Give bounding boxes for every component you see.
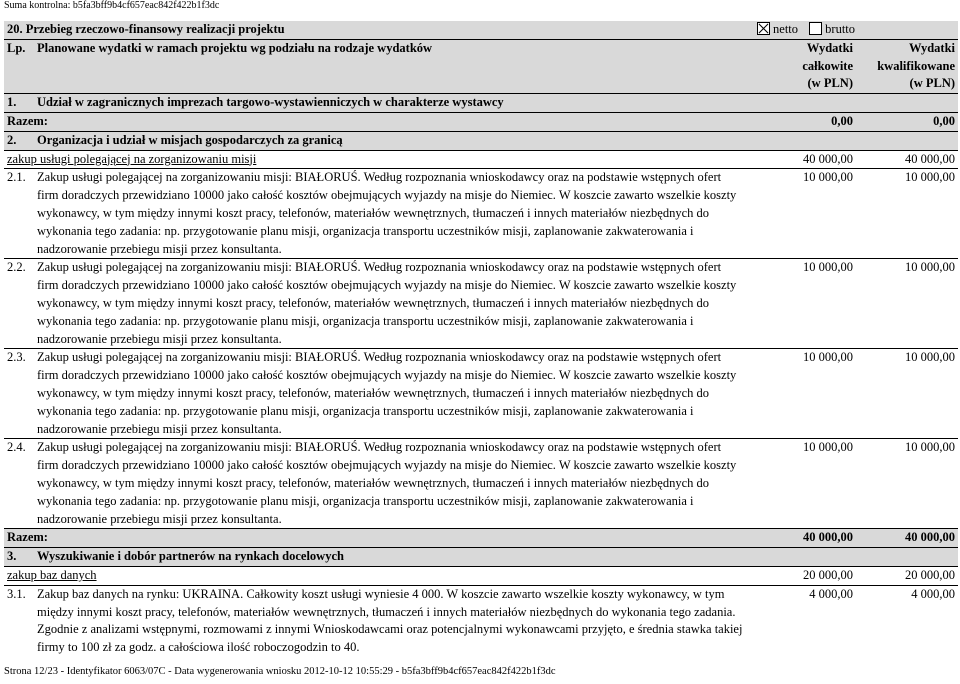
item-row xyxy=(4,439,958,529)
item-total: 10 000,00 xyxy=(748,169,856,259)
razem-label: Razem: xyxy=(4,112,748,131)
razem-qualified: 40 000,00 xyxy=(856,529,958,548)
item-lp: 2.3. xyxy=(4,349,34,439)
item-qualified: 10 000,00 xyxy=(856,439,958,529)
item-description: Zakup usługi polegającej na zorganizowaniu misji: BIAŁORUŚ. Według rozpoznania wnioskodawcy oraz na podstawie wstępnych ofert firm doradczych przewidziano 10000 jako całość kosztów obejmujących wyjazdy na misje do Niemiec. W koszcie zawarto wszelkie koszty wykonawcy, w tym między innymi koszt pracy, telefonów, materiałów wewnętrznych, tłumaczeń i innych materiałów niezbędnych do wykonania tego zadania: np. przygotowanie planu misji, organizacja transportu uczestników misji, zaplanowanie zakwaterowania i nadzorowanie przebiegu misji przez konsultanta. xyxy=(34,439,748,529)
subcategory-qualified: 20 000,00 xyxy=(856,566,958,585)
section-header-row xyxy=(4,21,958,39)
category-lp: 3. xyxy=(4,548,34,567)
category-lp: 2. xyxy=(4,131,34,150)
category-title: Wyszukiwanie i dobór partnerów na rynkach docelowych xyxy=(34,548,958,567)
item-total: 10 000,00 xyxy=(748,349,856,439)
item-description: Zakup usługi polegającej na zorganizowaniu misji: BIAŁORUŚ. Według rozpoznania wnioskodawcy oraz na podstawie wstępnych ofert firm doradczych przewidziano 10000 jako całość kosztów obejmujących wyjazdy na misje do Niemiec. W koszcie zawarto wszelkie koszty wykonawcy, w tym między innymi koszt pracy, telefonów, materiałów wewnętrznych, tłumaczeń i innych materiałów niezbędnych do wykonania tego zadania: np. przygotowanie planu misji, organizacja transportu uczestników misji, zaplanowanie zakwaterowania i nadzorowanie przebiegu misji przez konsultanta. xyxy=(34,349,748,439)
column-header-row xyxy=(4,39,958,93)
subcategory-qualified: 40 000,00 xyxy=(856,150,958,169)
category-lp: 1. xyxy=(4,94,34,113)
item-description: Zakup usługi polegającej na zorganizowaniu misji: BIAŁORUŚ. Według rozpoznania wnioskodawcy oraz na podstawie wstępnych ofert firm doradczych przewidziano 10000 jako całość kosztów obejmujących wyjazdy na misje do Niemiec. W koszcie zawarto wszelkie koszty wykonawcy, w tym między innymi koszt pracy, telefonów, materiałów wewnętrznych, tłumaczeń i innych materiałów niezbędnych do wykonania tego zadania: np. przygotowanie planu misji, organizacja transportu uczestników misji, zaplanowanie zakwaterowania i nadzorowanie przebiegu misji przez konsultanta. xyxy=(34,259,748,349)
netto-checkbox[interactable] xyxy=(757,22,770,35)
checksum-text: Suma kontrolna: b5fa3bff9b4cf657eac842f422b1f3dc xyxy=(4,0,220,11)
brutto-label: brutto xyxy=(825,22,856,36)
brutto-checkbox[interactable] xyxy=(809,22,822,35)
razem-total: 40 000,00 xyxy=(748,529,856,548)
qualified-header-line: kwalifikowane xyxy=(877,58,956,73)
netto-brutto-selector xyxy=(749,21,855,39)
subcategory-total: 20 000,00 xyxy=(748,566,856,585)
category-row xyxy=(4,94,958,113)
category-row xyxy=(4,548,958,567)
item-total: 10 000,00 xyxy=(748,259,856,349)
item-description: Zakup baz danych na rynku: UKRAINA. Całkowity koszt usługi wyniesie 4 000. W koszcie zawarto wszelkie koszty wykonawcy, w tym między innymi koszt pracy, telefonów, materiałów wewnętrznych, tłumaczeń i innych materiałów niezbędnych do wykonania tego zadania. Zgodnie z analizami wstępnymi, rozmowami z innymi Wnioskodawcami oraz potencjalnymi wykonawcami przyjęto, e średnia stawka takiej firmy to 100 zł za godz. a całościowa ilość roboczogodzin to 40. xyxy=(34,585,748,657)
subcategory-row xyxy=(4,150,958,169)
qualified-header-line: (w PLN) xyxy=(909,76,956,91)
razem-label: Razem: xyxy=(4,529,748,548)
category-row xyxy=(4,131,958,150)
lp-header: Lp. xyxy=(4,39,34,93)
qualified-header xyxy=(856,39,958,93)
item-row xyxy=(4,585,958,657)
item-qualified: 4 000,00 xyxy=(856,585,958,657)
item-row xyxy=(4,349,958,439)
item-description: Zakup usługi polegającej na zorganizowaniu misji: BIAŁORUŚ. Według rozpoznania wnioskodawcy oraz na podstawie wstępnych ofert firm doradczych przewidziano 10000 jako całość kosztów obejmujących wyjazdy na misje do Niemiec. W koszcie zawarto wszelkie koszty wykonawcy, w tym między innymi koszt pracy, telefonów, materiałów wewnętrznych, tłumaczeń i innych materiałów niezbędnych do wykonania tego zadania: np. przygotowanie planu misji, organizacja transportu uczestników misji, zaplanowanie zakwaterowania i nadzorowanie przebiegu misji przez konsultanta. xyxy=(34,169,748,259)
item-lp: 2.4. xyxy=(4,439,34,529)
razem-row xyxy=(4,112,958,131)
item-lp: 2.2. xyxy=(4,259,34,349)
subcategory-total: 40 000,00 xyxy=(748,150,856,169)
item-total: 10 000,00 xyxy=(748,439,856,529)
subcategory-row xyxy=(4,566,958,585)
razem-total: 0,00 xyxy=(748,112,856,131)
razem-qualified: 0,00 xyxy=(856,112,958,131)
item-row xyxy=(4,169,958,259)
qualified-header-line: Wydatki xyxy=(908,40,956,55)
desc-header: Planowane wydatki w ramach projektu wg podziału na rodzaje wydatków xyxy=(34,39,748,93)
total-header-line: (w PLN) xyxy=(807,76,853,91)
subcategory-label: zakup usługi polegającej na zorganizowaniu misji xyxy=(4,150,748,169)
razem-row xyxy=(4,529,958,548)
section-title: 20. Przebieg rzeczowo-finansowy realizacji projektu xyxy=(7,22,285,36)
page-footer: Strona 12/23 - Identyfikator 6063/07C - Data wygenerowania wniosku 2012-10-12 10:55:29 - b5fa3bff9b4cf657eac842f422b1f3dc xyxy=(4,666,556,677)
subcategory-label: zakup baz danych xyxy=(4,566,748,585)
item-qualified: 10 000,00 xyxy=(856,349,958,439)
item-total: 4 000,00 xyxy=(748,585,856,657)
item-qualified: 10 000,00 xyxy=(856,169,958,259)
expenditure-table xyxy=(4,21,958,657)
total-header-line: Wydatki xyxy=(806,40,853,55)
category-title: Udział w zagranicznych imprezach targowo-wystawienniczych w charakterze wystawcy xyxy=(34,94,958,113)
item-lp: 3.1. xyxy=(4,585,34,657)
netto-label: netto xyxy=(773,22,799,36)
total-header-line: całkowite xyxy=(802,58,853,73)
category-title: Organizacja i udział w misjach gospodarczych za granicą xyxy=(34,131,958,150)
total-header xyxy=(748,39,856,93)
item-lp: 2.1. xyxy=(4,169,34,259)
item-qualified: 10 000,00 xyxy=(856,259,958,349)
item-row xyxy=(4,259,958,349)
